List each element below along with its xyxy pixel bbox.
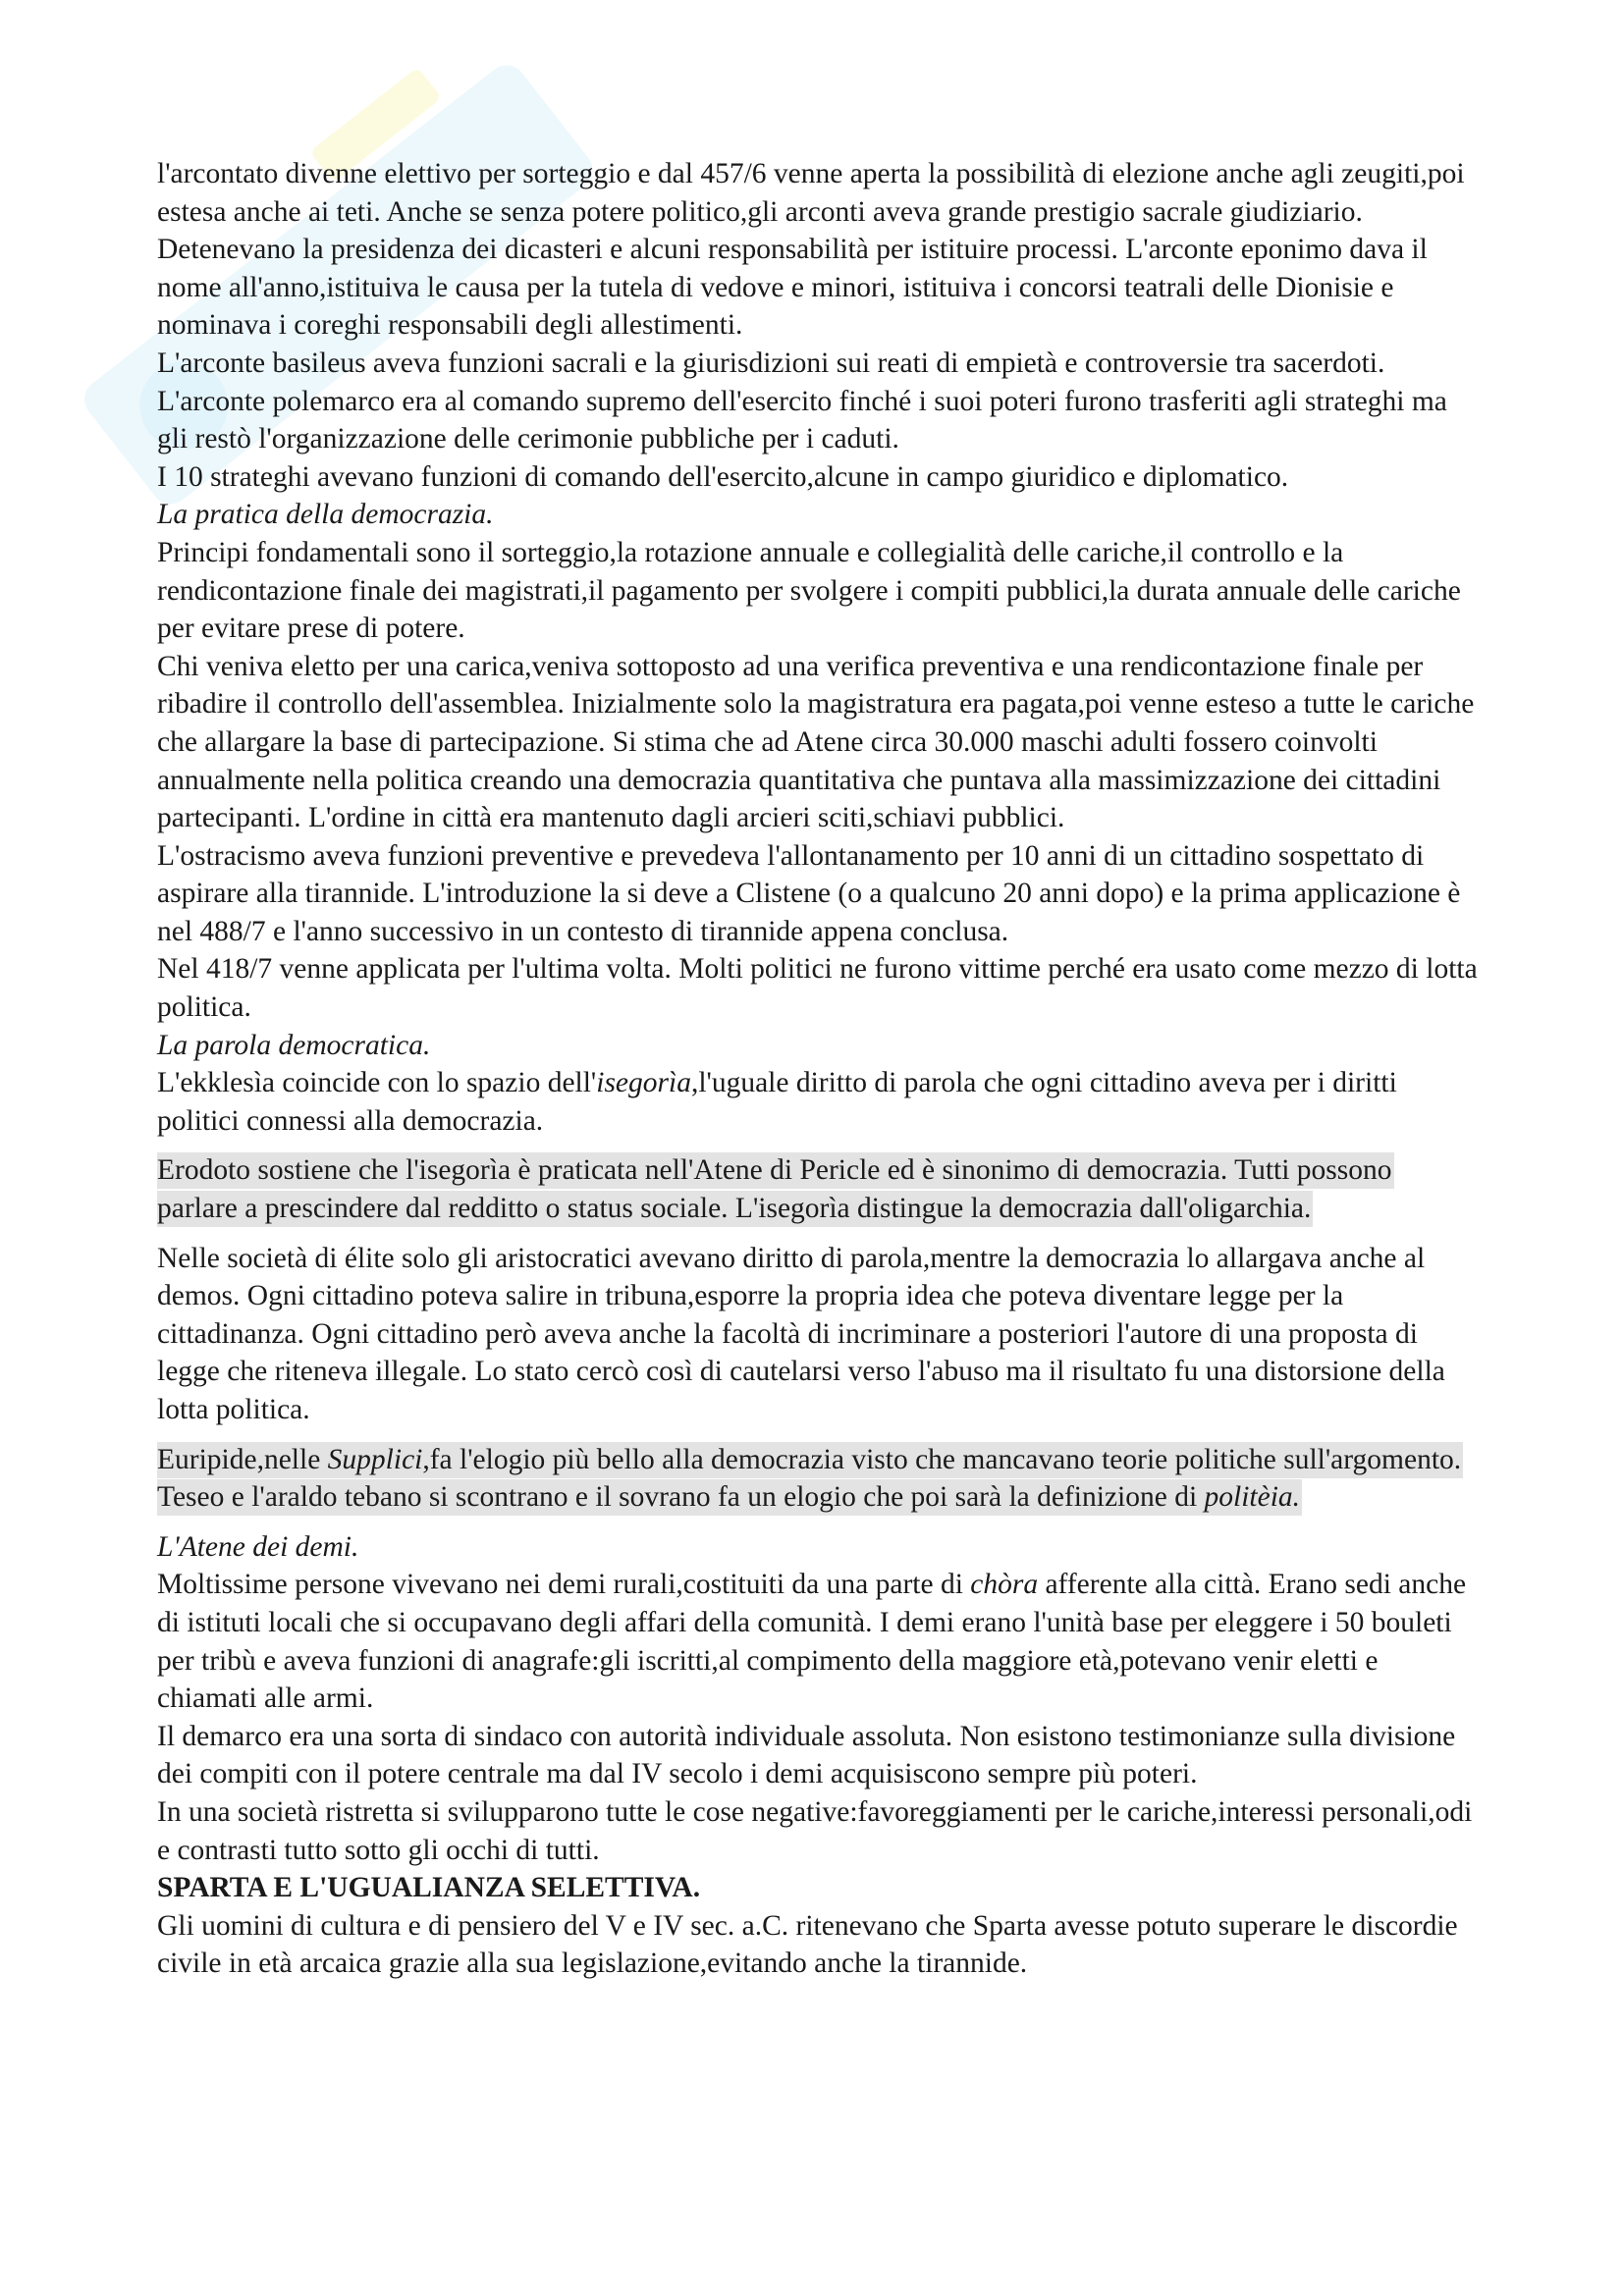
paragraph-elite: Nelle società di élite solo gli aristocratici avevano diritto di parola,mentre la democrazia lo allargava anche al demos. Ogni cittadino poteva salire in tribuna,esporre la propria idea che poteva diventare legge per la cittadinanza. Ogni cittadino però aveva anche la facoltà di incriminare a posteriori l'autore di una proposta di legge che riteneva illegale. Lo stato cercò così di cautelarsi verso l'abuso ma il risultato fu una distorsione della lotta politica. — [157, 1242, 1445, 1425]
euripide-text-a: Euripide,nelle — [157, 1443, 328, 1475]
euripide-term-supplici: Supplici — [327, 1443, 423, 1475]
paragraph-418: Nel 418/7 venne applicata per l'ultima volta. Molti politici ne furono vittime perché era usato come mezzo di lotta politica. — [157, 953, 1478, 1024]
section-heading-pratica-text: La pratica della democrazia. — [157, 499, 494, 531]
paragraph-strateghi: I 10 strateghi avevano funzioni di comando dell'esercito,alcune in campo giuridico e diplomatico. — [157, 460, 1289, 493]
erodoto-highlight: Erodoto sostiene che l'isegorìa è praticata nell'Atene di Pericle ed è sinonimo di democrazia. Tutti possono parlare a prescindere dal redditto o status sociale. L'isegorìa distingue la democrazia dall'oligarchia. — [157, 1152, 1394, 1227]
section-heading-atene — [157, 1528, 1478, 1567]
demi-text-b: afferente alla città. Erano sedi anche di istituti locali che si occupavano degli affari della comunità. I demi erano l'unità base per eleggere i 50 bouleti per tribù e aveva funzioni di anagrafe:gli iscritti,al compimento della maggiore età,potevano venir eletti e chiamati alle armi. — [157, 1569, 1467, 1715]
paragraph-principi: Principi fondamentali sono il sorteggio,la rotazione annuale e collegialità delle cariche,il controllo e la rendicontazione finale dei magistrati,il pagamento per svolgere i compiti pubblici,la durata annuale delle cariche per evitare prese di potere. — [157, 536, 1461, 645]
demi-term-chora: chòra — [970, 1569, 1039, 1601]
euripide-text-b: ,fa l'elogio più bello alla democrazia visto che mancavano teorie politiche sull'argomento. Teseo e l'araldo tebano si scontrano e il sovrano fa un elogio che poi sarà la definizione di — [157, 1443, 1462, 1514]
euripide-highlight — [157, 1442, 1463, 1517]
paragraph-eletto: Chi veniva eletto per una carica,veniva sottoposto ad una verifica preventiva e una rendicontazione finale per ribadire il controllo dell'assemblea. Inizialmente solo la magistratura era pagata,poi venne esteso a tutte le cariche che allargare la base di partecipazione. Si stima che ad Atene circa 30.000 maschi adulti fossero coinvolti annualmente nella politica creando una democrazia quantitativa che puntava alla massimizzazione dei cittadini partecipanti. L'ordine in città era mantenuto dagli arcieri sciti,schiavi pubblici. — [157, 650, 1475, 834]
euripide-term-politeia: politèia. — [1204, 1481, 1301, 1514]
paragraph-demi — [157, 1566, 1478, 1717]
ekklesia-text-b: ,l'uguale diritto di parola che ogni cittadino aveva per i diritti politici connessi alla democrazia. — [157, 1067, 1397, 1137]
paragraph-ostracismo: L'ostracismo aveva funzioni preventive e prevedeva l'allontanamento per 10 anni di un cittadino sospettato di aspirare alla tirannide. L'introduzione la si deve a Clistene (o a qualcuno 20 anni dopo) e la prima applicazione è nel 488/7 e l'anno successivo in un contesto di tirannide appena conclusa. — [157, 839, 1461, 947]
paragraph-ekklesia — [157, 1064, 1478, 1140]
paragraph-societa: In una società ristretta si svilupparono tutte le cose negative:favoreggiamenti per le cariche,interessi personali,odi e contrasti tutto sotto gli occhi di tutti. — [157, 1795, 1473, 1866]
section-heading-pratica — [157, 496, 1478, 534]
section-heading-parola-text: La parola democratica. — [157, 1029, 431, 1061]
ekklesia-text-a: L'ekklesìa coincide con lo spazio dell' — [157, 1067, 597, 1099]
section-heading-parola — [157, 1027, 1478, 1065]
paragraph-euripide — [157, 1441, 1478, 1517]
document-body — [157, 155, 1478, 1983]
paragraph-demarco: Il demarco era una sorta di sindaco con autorità individuale assoluta. Non esistono testimonianze sulla divisione dei compiti con il potere centrale ma dal IV secolo i demi acquisiscono sempre più poteri. — [157, 1720, 1456, 1790]
section-heading-sparta: SPARTA E L'UGUALIANZA SELETTIVA. — [157, 1872, 701, 1904]
demi-text-a: Moltissime persone vivevano nei demi rurali,costituiti da una parte di — [157, 1569, 971, 1601]
section-heading-atene-text: L'Atene dei demi. — [157, 1530, 359, 1563]
paragraph-basileus: L'arconte basileus aveva funzioni sacrali e la giurisdizioni sui reati di empietà e controversie tra sacerdoti. L'arconte polemarco era al comando supremo dell'esercito finché i suoi poteri furono trasferiti agli strateghi ma gli restò l'organizzazione delle cerimonie pubbliche per i caduti. — [157, 347, 1447, 455]
paragraph-sparta: Gli uomini di cultura e di pensiero del V e IV sec. a.C. ritenevano che Sparta avesse potuto superare le discordie civile in età arcaica grazie alla sua legislazione,evitando anche la tirannide. — [157, 1909, 1458, 1980]
paragraph-erodoto — [157, 1151, 1478, 1227]
ekklesia-term: isegorìa — [596, 1067, 691, 1099]
paragraph-arcontato: l'arcontato divenne elettivo per sorteggio e dal 457/6 venne aperta la possibilità di elezione anche agli zeugiti,poi estesa anche ai teti. Anche se senza potere politico,gli arconti aveva grande prestigio sacrale giudiziario. Detenevano la presidenza dei dicasteri e alcuni responsabilità per istituire processi. L'arconte eponimo dava il nome all'anno,istituiva le causa per la tutela di vedove e minori, istituiva i concorsi teatrali delle Dionisie e nominava i coreghi responsabili degli allestimenti. — [157, 158, 1465, 342]
